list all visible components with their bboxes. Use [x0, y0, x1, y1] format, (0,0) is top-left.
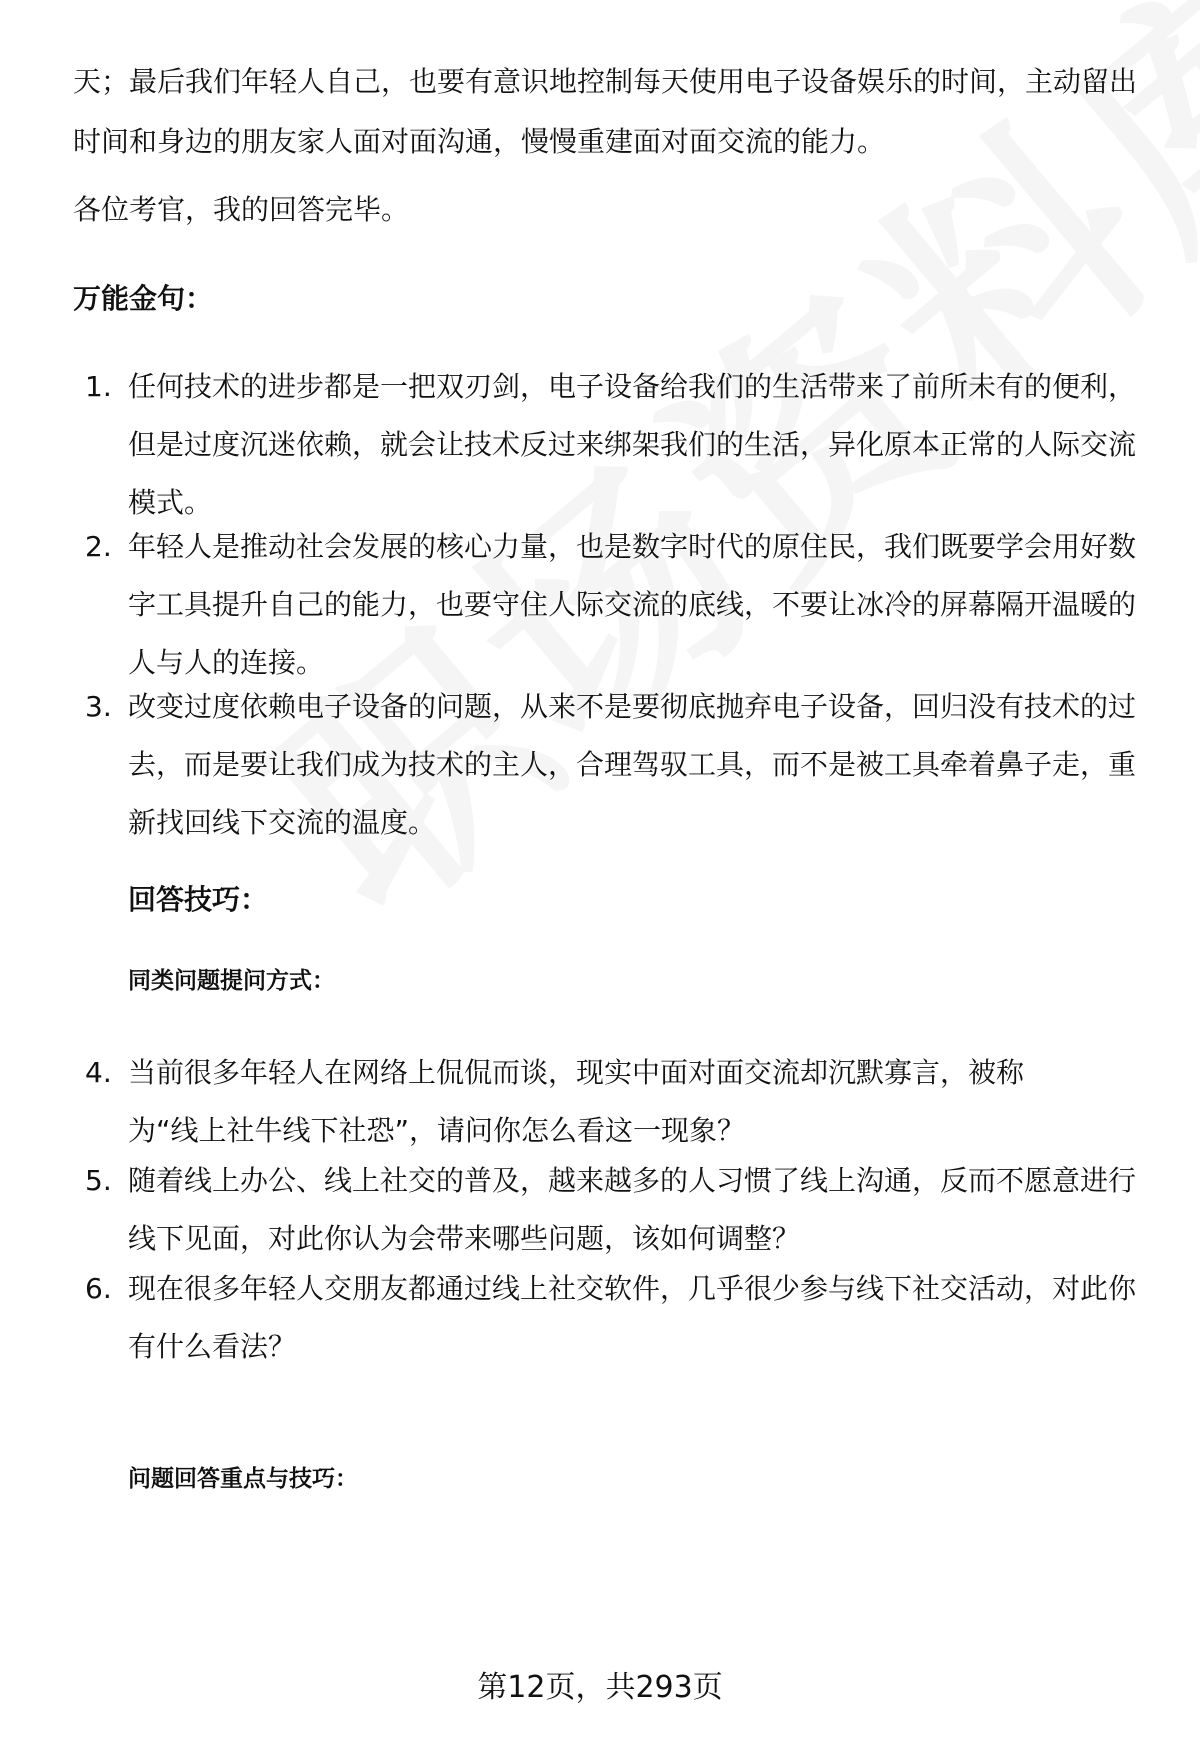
similar-questions-heading: 同类问题提问方式： — [128, 968, 335, 994]
list-text: 年轻人是推动社会发展的核心力量，也是数字时代的原住民，我们既要学会用好数字工具提升自己的能力，也要守住人际交流的底线，不要让冰冷的屏幕隔开温暖的人与人的连接。 — [128, 530, 1137, 679]
list-text: 随着线上办公、线上社交的普及，越来越多的人习惯了线上沟通，反而不愿意进行线下见面，对此你认为会带来哪些问题，该如何调整？ — [128, 1164, 1137, 1255]
closing-paragraph: 各位考官，我的回答完毕。 — [73, 193, 410, 226]
list-item — [73, 518, 1153, 692]
list-item — [73, 1044, 1153, 1160]
golden-sentences-heading: 万能金句： — [73, 282, 214, 315]
list-number: 4. — [85, 1056, 112, 1089]
intro-paragraph: 天；最后我们年轻人自己，也要有意识地控制每天使用电子设备娱乐的时间，主动留出时间和身边的朋友家人面对面沟通，慢慢重建面对面交流的能力。 — [73, 65, 1138, 158]
list-text: 现在很多年轻人交朋友都通过线上社交软件，几乎很少参与线下社交活动，对此你有什么看法？ — [128, 1272, 1137, 1363]
list-number: 6. — [85, 1272, 112, 1305]
answer-tips-heading: 回答技巧： — [128, 883, 269, 916]
list-number: 5. — [85, 1164, 112, 1197]
list-text: 改变过度依赖电子设备的问题，从来不是要彻底抛弃电子设备，回归没有技术的过去，而是要让我们成为技术的主人，合理驾驭工具，而不是被工具牵着鼻子走，重新找回线下交流的温度。 — [128, 690, 1137, 839]
list-item — [73, 1152, 1153, 1268]
list-number: 2. — [85, 530, 112, 563]
list-text-line: 为“线上社牛线下社恐”，请问你怎么看这一现象？ — [128, 1114, 746, 1147]
list-number: 1. — [85, 370, 112, 403]
list-item — [73, 678, 1153, 852]
list-number: 3. — [85, 690, 112, 723]
key-points-heading: 问题回答重点与技巧： — [128, 1466, 358, 1492]
list-item — [73, 358, 1153, 532]
list-text: 任何技术的进步都是一把双刃剑，电子设备给我们的生活带来了前所未有的便利，但是过度沉迷依赖，就会让技术反过来绑架我们的生活，异化原本正常的人际交流模式。 — [128, 370, 1137, 519]
page-number-footer: 第12页，共293页 — [477, 1670, 723, 1705]
list-item — [73, 1260, 1153, 1376]
list-text-line: 当前很多年轻人在网络上侃侃而谈，现实中面对面交流却沉默寡言，被称 — [128, 1056, 1025, 1089]
